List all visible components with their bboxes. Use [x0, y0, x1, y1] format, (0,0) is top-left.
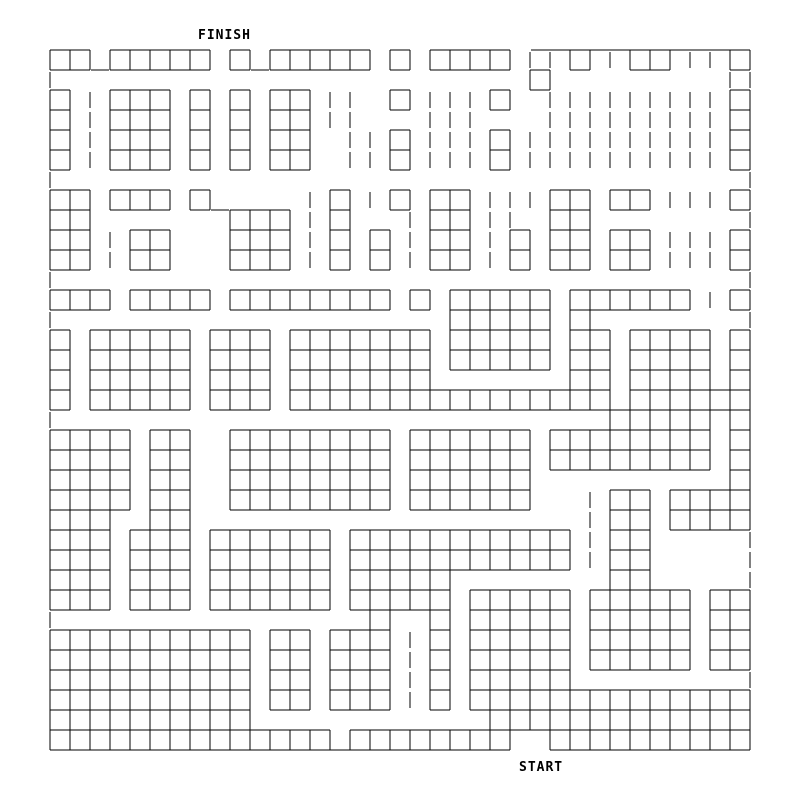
start-label: START	[519, 760, 564, 775]
finish-label: FINISH	[198, 28, 251, 43]
